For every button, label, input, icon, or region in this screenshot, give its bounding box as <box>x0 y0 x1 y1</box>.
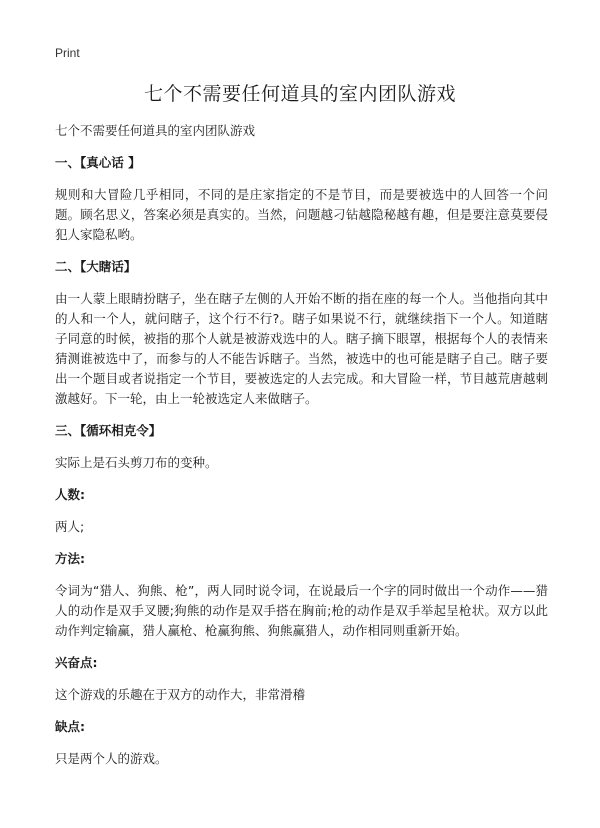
page-title: 七个不需要任何道具的室内团队游戏 <box>143 83 456 105</box>
section-body-blind: 由一人蒙上眼睛扮瞎子，坐在瞎子左侧的人开始不断的指在座的每一个人。当他指向其中的人和一个人，就问瞎子，这个行不行?。瞎子如果说不行，就继续指下一个人。知道瞎子同意的时候，被指的那个人就是被游戏选中的人。瞎子摘下眼罩，根据每个人的表情来猜测谁被选中了，而参与的人不能告诉瞎子。当然，被选中的也可能是瞎子自己。瞎子要出一个题目或者说指定一个节目，要被选定的人去完成。和大冒险一样，节目越荒唐越刺激越好。下一轮，由上一轮被选定人来做瞎子。 <box>55 291 548 406</box>
detail-label-highlight: 兴奋点: <box>55 655 98 670</box>
detail-text-method: 令词为“猎人、狗熊、枪”，两人同时说令词，在说最后一个字的同时做出一个动作——猎人的动作是双手叉腰;狗熊的动作是双手搭在胸前;枪的动作是双手举起呈枪状。双方以此动作判定输赢，猎人赢枪、枪赢狗熊、狗熊赢猎人，动作相同则重新开始。 <box>55 583 548 638</box>
detail-label-method: 方法: <box>55 551 85 566</box>
detail-text-highlight: 这个游戏的乐趣在于双方的动作大，非常滑稽 <box>55 687 306 702</box>
document-subtitle: 七个不需要任何道具的室内团队游戏 <box>55 123 256 138</box>
print-link[interactable]: Print <box>55 46 80 60</box>
section-heading-cycle: 三、【循环相克令】 <box>55 423 162 438</box>
section-body-cycle: 实际上是石头剪刀布的变种。 <box>55 455 218 470</box>
detail-text-drawback: 只是两个人的游戏。 <box>55 751 168 766</box>
detail-label-drawback: 缺点: <box>55 719 85 734</box>
section-heading-truth: 一、【真心话 】 <box>55 155 141 170</box>
section-heading-blind: 二、【大瞎话】 <box>55 259 137 274</box>
detail-label-players: 人数: <box>55 487 85 502</box>
detail-text-players: 两人; <box>55 519 85 534</box>
document-body <box>55 121 548 781</box>
section-body-truth: 规则和大冒险几乎相同，不同的是庄家指定的不是节目，而是要被选中的人回答一个问题。顾名思义，答案必须是真实的。当然，问题越刁钻越隐秘越有趣，但是要注意莫要侵犯人家隐私哟。 <box>55 187 548 242</box>
